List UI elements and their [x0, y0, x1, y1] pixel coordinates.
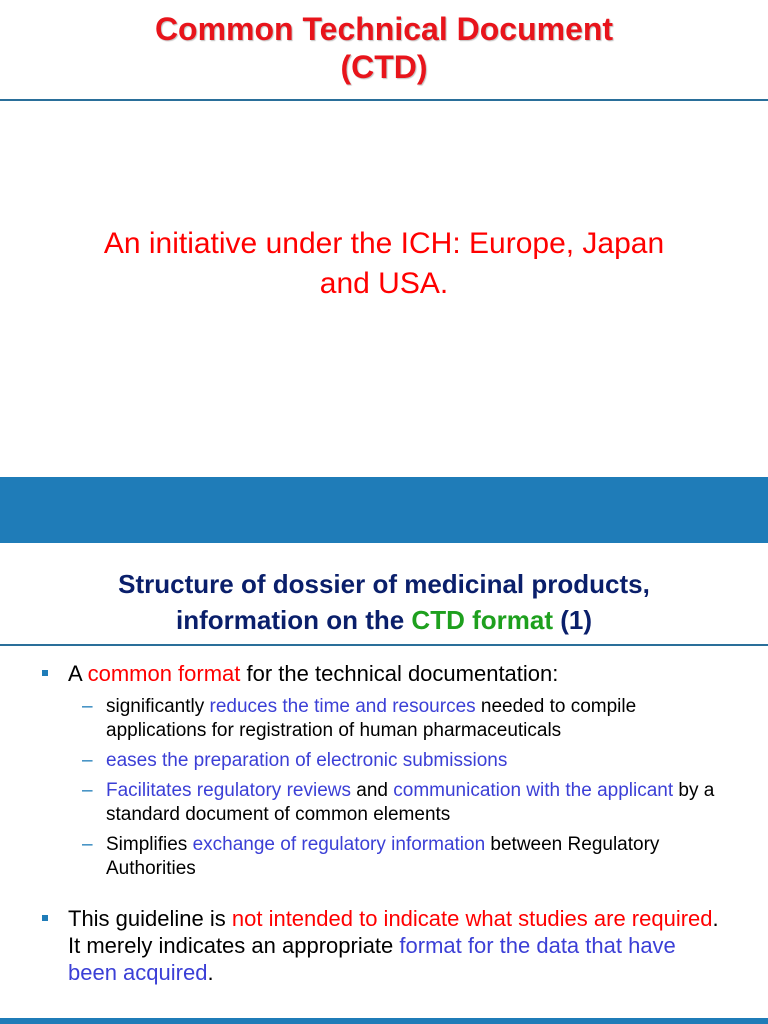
sub-text: between Regulatory Authorities [106, 834, 660, 879]
title-divider [0, 99, 768, 101]
sub-highlight: exchange of regulatory information [192, 834, 486, 855]
bullet-text: . [207, 960, 214, 985]
bullet-text: This guideline is [68, 906, 232, 931]
sub-highlight: reduces the time and resources [209, 696, 476, 717]
sub-text: needed to compile applications for registration of human pharmaceuticals [106, 696, 637, 741]
title-number: (1) [552, 605, 592, 635]
title-text: information on the [176, 605, 412, 635]
ctd-format-highlight: CTD format [411, 605, 553, 635]
sub-highlight: communication with the applicant [393, 780, 674, 801]
sub-text: by a standard document of common elements [106, 780, 715, 825]
bullet-text: A [68, 661, 88, 686]
sub-item-electronic-submissions [0, 749, 768, 773]
slide1-title-line1: Common Technical Document [154, 11, 614, 47]
dash-bullet-icon: – [82, 780, 93, 801]
sub-text: significantly [106, 696, 210, 717]
sub-highlight: Facilitates regulatory reviews [106, 780, 351, 801]
bottom-divider [0, 1018, 768, 1024]
bullet-highlight: not intended to indicate what studies are required [231, 906, 713, 931]
slide1-body-line2: and USA. [319, 267, 449, 300]
bullet-item-common-format [0, 660, 768, 687]
bullet-highlight: format for the data that have been acquired [68, 933, 676, 985]
sub-item-regulatory-reviews [0, 779, 768, 827]
dash-bullet-icon: – [82, 750, 93, 771]
slide-separator-band [0, 477, 768, 543]
bullet-list [0, 660, 768, 986]
bullet-text: for the technical documentation: [240, 661, 559, 686]
slide2-title [0, 566, 768, 638]
sub-text: and [350, 780, 394, 801]
slide2-title-line2 [0, 602, 768, 638]
square-bullet-icon [42, 915, 48, 921]
bullet-item-guideline [0, 905, 768, 986]
bullet-highlight: common format [87, 661, 241, 686]
sub-highlight: eases the preparation of electronic submissions [106, 750, 508, 771]
bullet-text: . It merely indicates an appropriate [68, 906, 719, 958]
dash-bullet-icon: – [82, 834, 93, 855]
sub-item-reduces-time [0, 695, 768, 743]
slide1-body [20, 224, 748, 304]
dash-bullet-icon: – [82, 696, 93, 717]
square-bullet-icon [42, 670, 48, 676]
slide1-title-line2: (CTD) [340, 49, 428, 85]
slide1-title [0, 10, 768, 86]
sub-text: Simplifies [106, 834, 193, 855]
sub-item-exchange-information [0, 833, 768, 881]
slide1-body-line1: An initiative under the ICH: Europe, Japan [103, 227, 665, 260]
slide2-title-line1: Structure of dossier of medicinal products, [118, 569, 650, 599]
slide2-title-divider [0, 644, 768, 646]
